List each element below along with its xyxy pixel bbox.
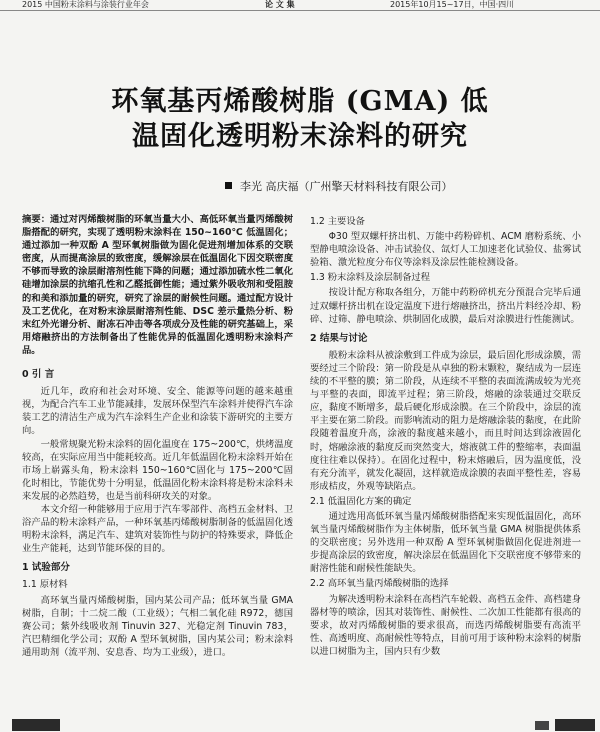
selection-paragraph: 为解决透明粉末涂料在高档汽车轮毂、高档五金件、高档建身器材等的喷涂，因其对装饰性、耐候性、二次加工性能都有很高的要求，故对丙烯酸树脂的要求很高，而选丙烯酸树脂要有高流平性、高透明度、高耐候性等特点，目前可用于该种粉末涂料的树脂以进口树脂为主，国内只有少数 xyxy=(310,593,581,657)
abstract: 摘要：通过对丙烯酸树脂的环氧当量大小、高低环氧当量丙烯酸树脂搭配的研究，实现了透明粉末涂料在 150~160℃ 低温固化；通过添加一种双酚 A 型环氧树脂做为固化促进剂增加体系的交联密度，从而提高涂层的致密度，缓解涂层在低温固化下因交联密度不够而导致的涂层耐溶剂性能下降的问题；通过添加硫水性二氧化硅增加涂层的抗缩孔性和乙醛抵御性能；通过紫外吸收剂和受阻胺的和美和添加量的研究，研究了涂层的耐候性问题。通过配方设计及工艺优化，在对粉末涂层耐溶剂性能、DSC 差示量热分析、粉末红外光谱分析、耐冻石冲击等各项成分及性能的研究基础上，采用熔融挤出的方法制备出了性能优异的低温固化透明粉末涂料产品。 xyxy=(22,214,293,356)
section-heading-intro: 0 引 言 xyxy=(22,369,55,381)
author-line xyxy=(225,178,453,194)
footer-band xyxy=(0,718,600,732)
subsection-process: 1.3 粉末涂料及涂层制备过程 xyxy=(310,272,431,284)
subsection-equipment: 1.2 主要设备 xyxy=(310,216,365,227)
footer-block-mid xyxy=(535,721,549,730)
header-date: 2015年10月15~17日，中国·四川 xyxy=(390,0,515,9)
header-proceedings: 论 文 集 xyxy=(265,0,295,9)
subsection-materials: 1.1 原材料 xyxy=(22,579,68,591)
section-heading-results: 2 结果与讨论 xyxy=(310,332,368,344)
right-column xyxy=(310,213,581,658)
paper-title-line-1: 环氧基丙烯酸树脂 (GMA) 低 xyxy=(111,86,489,117)
materials-paragraph: 高环氧当量丙烯酸树脂，国内某公司产品；低环氧当量 GMA 树脂，自制；十二烷二酸（工业级）；气相二氧化硅 R972，德国赛公司；紫外线吸收剂 Tinuvin 327、光稳定剂 Tinuvin 783，汽巴精细化学公司；双酚 A 型环氧树脂，国内某公司；粉末涂料通用助剂（流平剂、安息香、均为工业级），进口。 xyxy=(22,594,293,658)
intro-paragraph-3: 本文介绍一种能够用于应用于汽车零部件、高档五金材料、卫浴产品的粉末涂料产品，一种环氧基丙烯酸树脂制备的低温固化透明粉末涂料，满足汽车、建筑对装饰性与防护的特殊要求，降低企业生产能耗，达到节能环保的目的。 xyxy=(22,503,293,555)
intro-paragraph-1: 近几年，政府和社会对环境、安全、能源等问题的越来越重视，为配合汽车工业节能减排，发展环保型汽车涂料并使得汽车涂装工艺的清洁生产成为汽车涂料生产企业和涂装下游研究的主要方向。 xyxy=(22,386,293,437)
intro-paragraph-2: 一般常规聚光粉末涂料的固化温度在 175~200℃，烘烤温度较高，在实际应用当中能耗较高。近几年低温固化粉末涂料开始在市场上崭露头角，粉末涂料 150~160℃固化与 175~200℃固化时相比，节能优势十分明显，低温固化粉末涂料将是粉末涂料未来发展的必然趋势，也是当前科研攻关的对象。 xyxy=(22,438,293,502)
section-heading-experiment: 1 试验部分 xyxy=(22,562,70,574)
header-conference: 2015 中国粉末涂料与涂装行业年会 xyxy=(22,0,149,9)
subsection-scheme: 2.1 低温固化方案的确定 xyxy=(310,495,412,507)
scheme-paragraph: 通过选用高低环氧当量丙烯酸树脂搭配来实现低温固化，高环氧当量丙烯酸树脂作为主体树脂，低环氧当量 GMA 树脂提供体系的交联密度；另外选用一种双酚 A 型环氧树脂做固化促进剂进一步提高涂层的致密度，解决涂层在低温固化下交联密度不够带来的耐溶性能和耐候性能缺失。 xyxy=(310,510,581,575)
subsection-resin-selection: 2.2 高环氧当量丙烯酸树脂的选择 xyxy=(310,578,449,590)
footer-block-left xyxy=(12,719,60,731)
running-header xyxy=(0,0,600,11)
process-paragraph: 按设计配方称取各组分，万能中药粉碎机充分预混合完毕后通过双螺杆挤出机在设定温度下进行熔融挤出，挤出片料经冷却、粉碎、过筛、静电喷涂、烘制固化成膜，最后对涂膜进行性能测试。 xyxy=(310,287,581,325)
authors: 李光 高庆福（广州擎天材料科技有限公司） xyxy=(240,180,453,193)
equipment-paragraph: Φ30 型双螺杆挤出机、万能中药粉碎机、ACM 磨粉系统、小型静电喷涂设备、冲击试验仪、氙灯人工加速老化试验仪、盐雾试验箱、激光粒度分布仪等涂料及涂层性能检测设备。 xyxy=(310,231,581,269)
footer-block-right xyxy=(555,719,595,731)
paper-title-line-2: 温固化透明粉末涂料的研究 xyxy=(132,121,468,152)
bullet-square-icon xyxy=(225,182,232,189)
left-column xyxy=(22,213,293,659)
results-paragraph: 般粉末涂料从被涂敷到工件成为涂层，最后固化形成涂膜，需要经过三个阶段：第一阶段是从卓独的粉末颗粒，聚结成为一层连续的不平整的膜；第二阶段，从连续不平整的表面流满成较为光亮与平整的表面，即流平过程；第三阶段，熔融的涂装通过交联反应，黏度不断增多，最后硬化形成涂膜。在三个阶段中，涂层的流平主要在第二阶段。而影响流动的阻力是熔融涂装的黏度，在此阶段随着温度升高，涂液的黏度越来越小，而且时间达到涂液固化时，熔融涂液的黏度反而突然变大，熔液就工件的整缩率，表面温度往往难以保持）。在固化过程中，粉末熔融后，因为温度低，没有充分流平，就发化凝固，这样就造成涂膜的表面平整性差，容易形成桔皮，外观等缺陷点。 xyxy=(310,349,581,492)
